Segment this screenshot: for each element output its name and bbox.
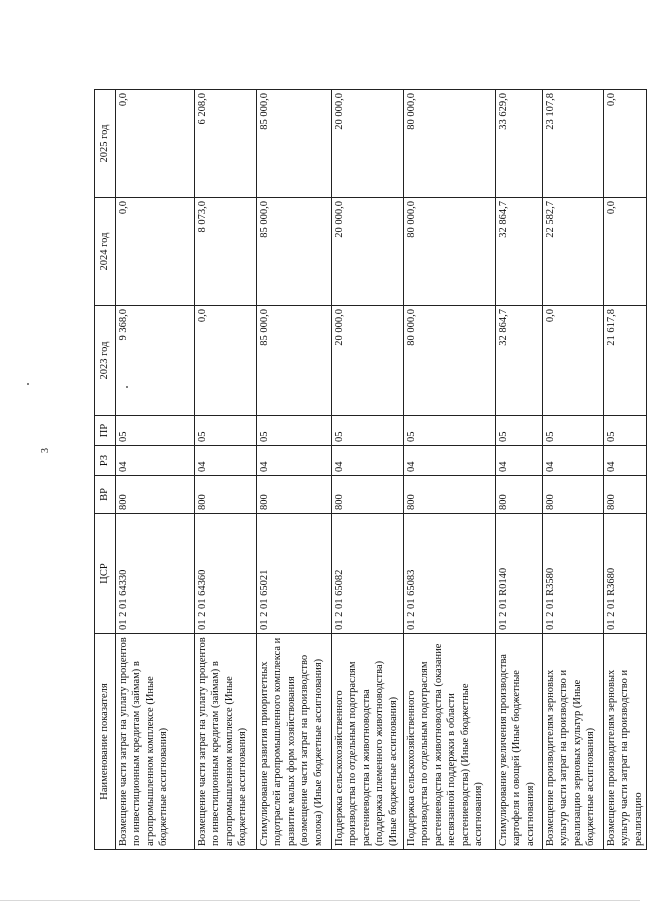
row-2025: 85 000,0 xyxy=(257,90,332,198)
row-2024: 8 073,0 xyxy=(195,198,257,306)
scan-edge-line xyxy=(0,900,640,901)
row-csr: 01 2 01 65082 xyxy=(332,514,404,634)
header-csr: ЦСР xyxy=(95,514,116,634)
row-2024: 0,0 xyxy=(604,198,647,306)
row-2024: 20 000,0 xyxy=(332,198,404,306)
row-2023: 32 864,7 xyxy=(496,306,543,416)
row-name: Возмещение части затрат на уплату процентов по инвестиционным кредитам (займам) в агропромышленном комплексе (Иные бюджетные ассигнования) xyxy=(116,634,195,850)
row-vr: 800 xyxy=(116,476,195,514)
row-pr: 05 xyxy=(195,416,257,446)
page-number: 3 xyxy=(40,448,51,453)
row-rz: 04 xyxy=(496,446,543,476)
budget-table xyxy=(94,89,647,850)
row-2025: 80 000,0 xyxy=(404,90,496,198)
row-pr: 05 xyxy=(332,416,404,446)
row-pr: 05 xyxy=(257,416,332,446)
table-row xyxy=(116,90,195,850)
row-2025: 33 629,0 xyxy=(496,90,543,198)
row-pr: 05 xyxy=(404,416,496,446)
row-name: Возмещение производителям зерновых культур части затрат на производство и реализацию зерновых культур (Иные бюджетные ассигнования) xyxy=(543,634,604,850)
row-vr: 800 xyxy=(604,476,647,514)
table-row xyxy=(404,90,496,850)
row-name: Поддержка сельскохозяйственного производства по отдельным подотраслям растениеводства и животноводства (поддержка племенного животноводства) (Иные бюджетные ассигнования) xyxy=(332,634,404,850)
table-row xyxy=(496,90,543,850)
row-rz: 04 xyxy=(332,446,404,476)
row-name: Возмещение производителям зерновых культур части затрат на производство и реализацию xyxy=(604,634,647,850)
header-2025: 2025 год xyxy=(95,90,116,198)
scan-speck xyxy=(27,383,29,385)
row-vr: 800 xyxy=(332,476,404,514)
row-2024: 32 864,7 xyxy=(496,198,543,306)
table-row xyxy=(543,90,604,850)
row-2023: 20 000,0 xyxy=(332,306,404,416)
row-csr: 01 2 01 R0140 xyxy=(496,514,543,634)
row-vr: 800 xyxy=(543,476,604,514)
row-csr: 01 2 01 65021 xyxy=(257,514,332,634)
table-row xyxy=(195,90,257,850)
row-2023: 0,0 xyxy=(195,306,257,416)
row-rz: 04 xyxy=(543,446,604,476)
row-pr: 05 xyxy=(496,416,543,446)
row-name: Стимулирование увеличения производства картофеля и овощей (Иные бюджетные ассигнования) xyxy=(496,634,543,850)
header-pr: ПР xyxy=(95,416,116,446)
row-2025: 23 107,8 xyxy=(543,90,604,198)
row-2025: 20 000,0 xyxy=(332,90,404,198)
row-name: Стимулирование развития приоритетных подотраслей агропромышленного комплекса и развитие малых форм хозяйствования (возмещение части затрат на производство молока) (Иные бюджетные ассигнования) xyxy=(257,634,332,850)
header-2024: 2024 год xyxy=(95,198,116,306)
row-2024: 22 582,7 xyxy=(543,198,604,306)
row-2024: 0,0 xyxy=(116,198,195,306)
row-pr: 05 xyxy=(543,416,604,446)
row-2024: 85 000,0 xyxy=(257,198,332,306)
row-pr: 05 xyxy=(116,416,195,446)
table-row xyxy=(257,90,332,850)
row-vr: 800 xyxy=(257,476,332,514)
header-rz: РЗ xyxy=(95,446,116,476)
row-2023: 80 000,0 xyxy=(404,306,496,416)
row-rz: 04 xyxy=(195,446,257,476)
header-2023: 2023 год xyxy=(95,306,116,416)
row-csr: 01 2 01 64360 xyxy=(195,514,257,634)
row-rz: 04 xyxy=(404,446,496,476)
row-vr: 800 xyxy=(195,476,257,514)
table-header-row xyxy=(95,90,116,850)
row-2023: 0,0 xyxy=(543,306,604,416)
header-name: Наименование показателя xyxy=(95,634,116,850)
row-name: Поддержка сельскохозяйственного производства по отдельным подотраслям растениеводства и животноводства (оказание несвязанной поддержки в области растениеводства) (Иные бюджетные ассигнования) xyxy=(404,634,496,850)
rotated-table-wrapper xyxy=(94,90,644,850)
row-2025: 6 208,0 xyxy=(195,90,257,198)
table-row xyxy=(332,90,404,850)
row-rz: 04 xyxy=(257,446,332,476)
row-name: Возмещение части затрат на уплату процентов по инвестиционным кредитам (займам) в агропромышленном комплексе (Иные бюджетные ассигнования) xyxy=(195,634,257,850)
row-2023: 85 000,0 xyxy=(257,306,332,416)
header-vr: ВР xyxy=(95,476,116,514)
row-csr: 01 2 01 R3680 xyxy=(604,514,647,634)
row-csr: 01 2 01 64330 xyxy=(116,514,195,634)
row-vr: 800 xyxy=(404,476,496,514)
row-rz: 04 xyxy=(604,446,647,476)
row-pr: 05 xyxy=(604,416,647,446)
row-2025: 0,0 xyxy=(116,90,195,198)
row-2024: 80 000,0 xyxy=(404,198,496,306)
row-2023: 9 368,0 xyxy=(116,306,195,416)
row-2025: 0,0 xyxy=(604,90,647,198)
row-vr: 800 xyxy=(496,476,543,514)
table-row xyxy=(604,90,647,850)
row-csr: 01 2 01 R3580 xyxy=(543,514,604,634)
row-csr: 01 2 01 65083 xyxy=(404,514,496,634)
row-2023: 21 617,8 xyxy=(604,306,647,416)
row-rz: 04 xyxy=(116,446,195,476)
